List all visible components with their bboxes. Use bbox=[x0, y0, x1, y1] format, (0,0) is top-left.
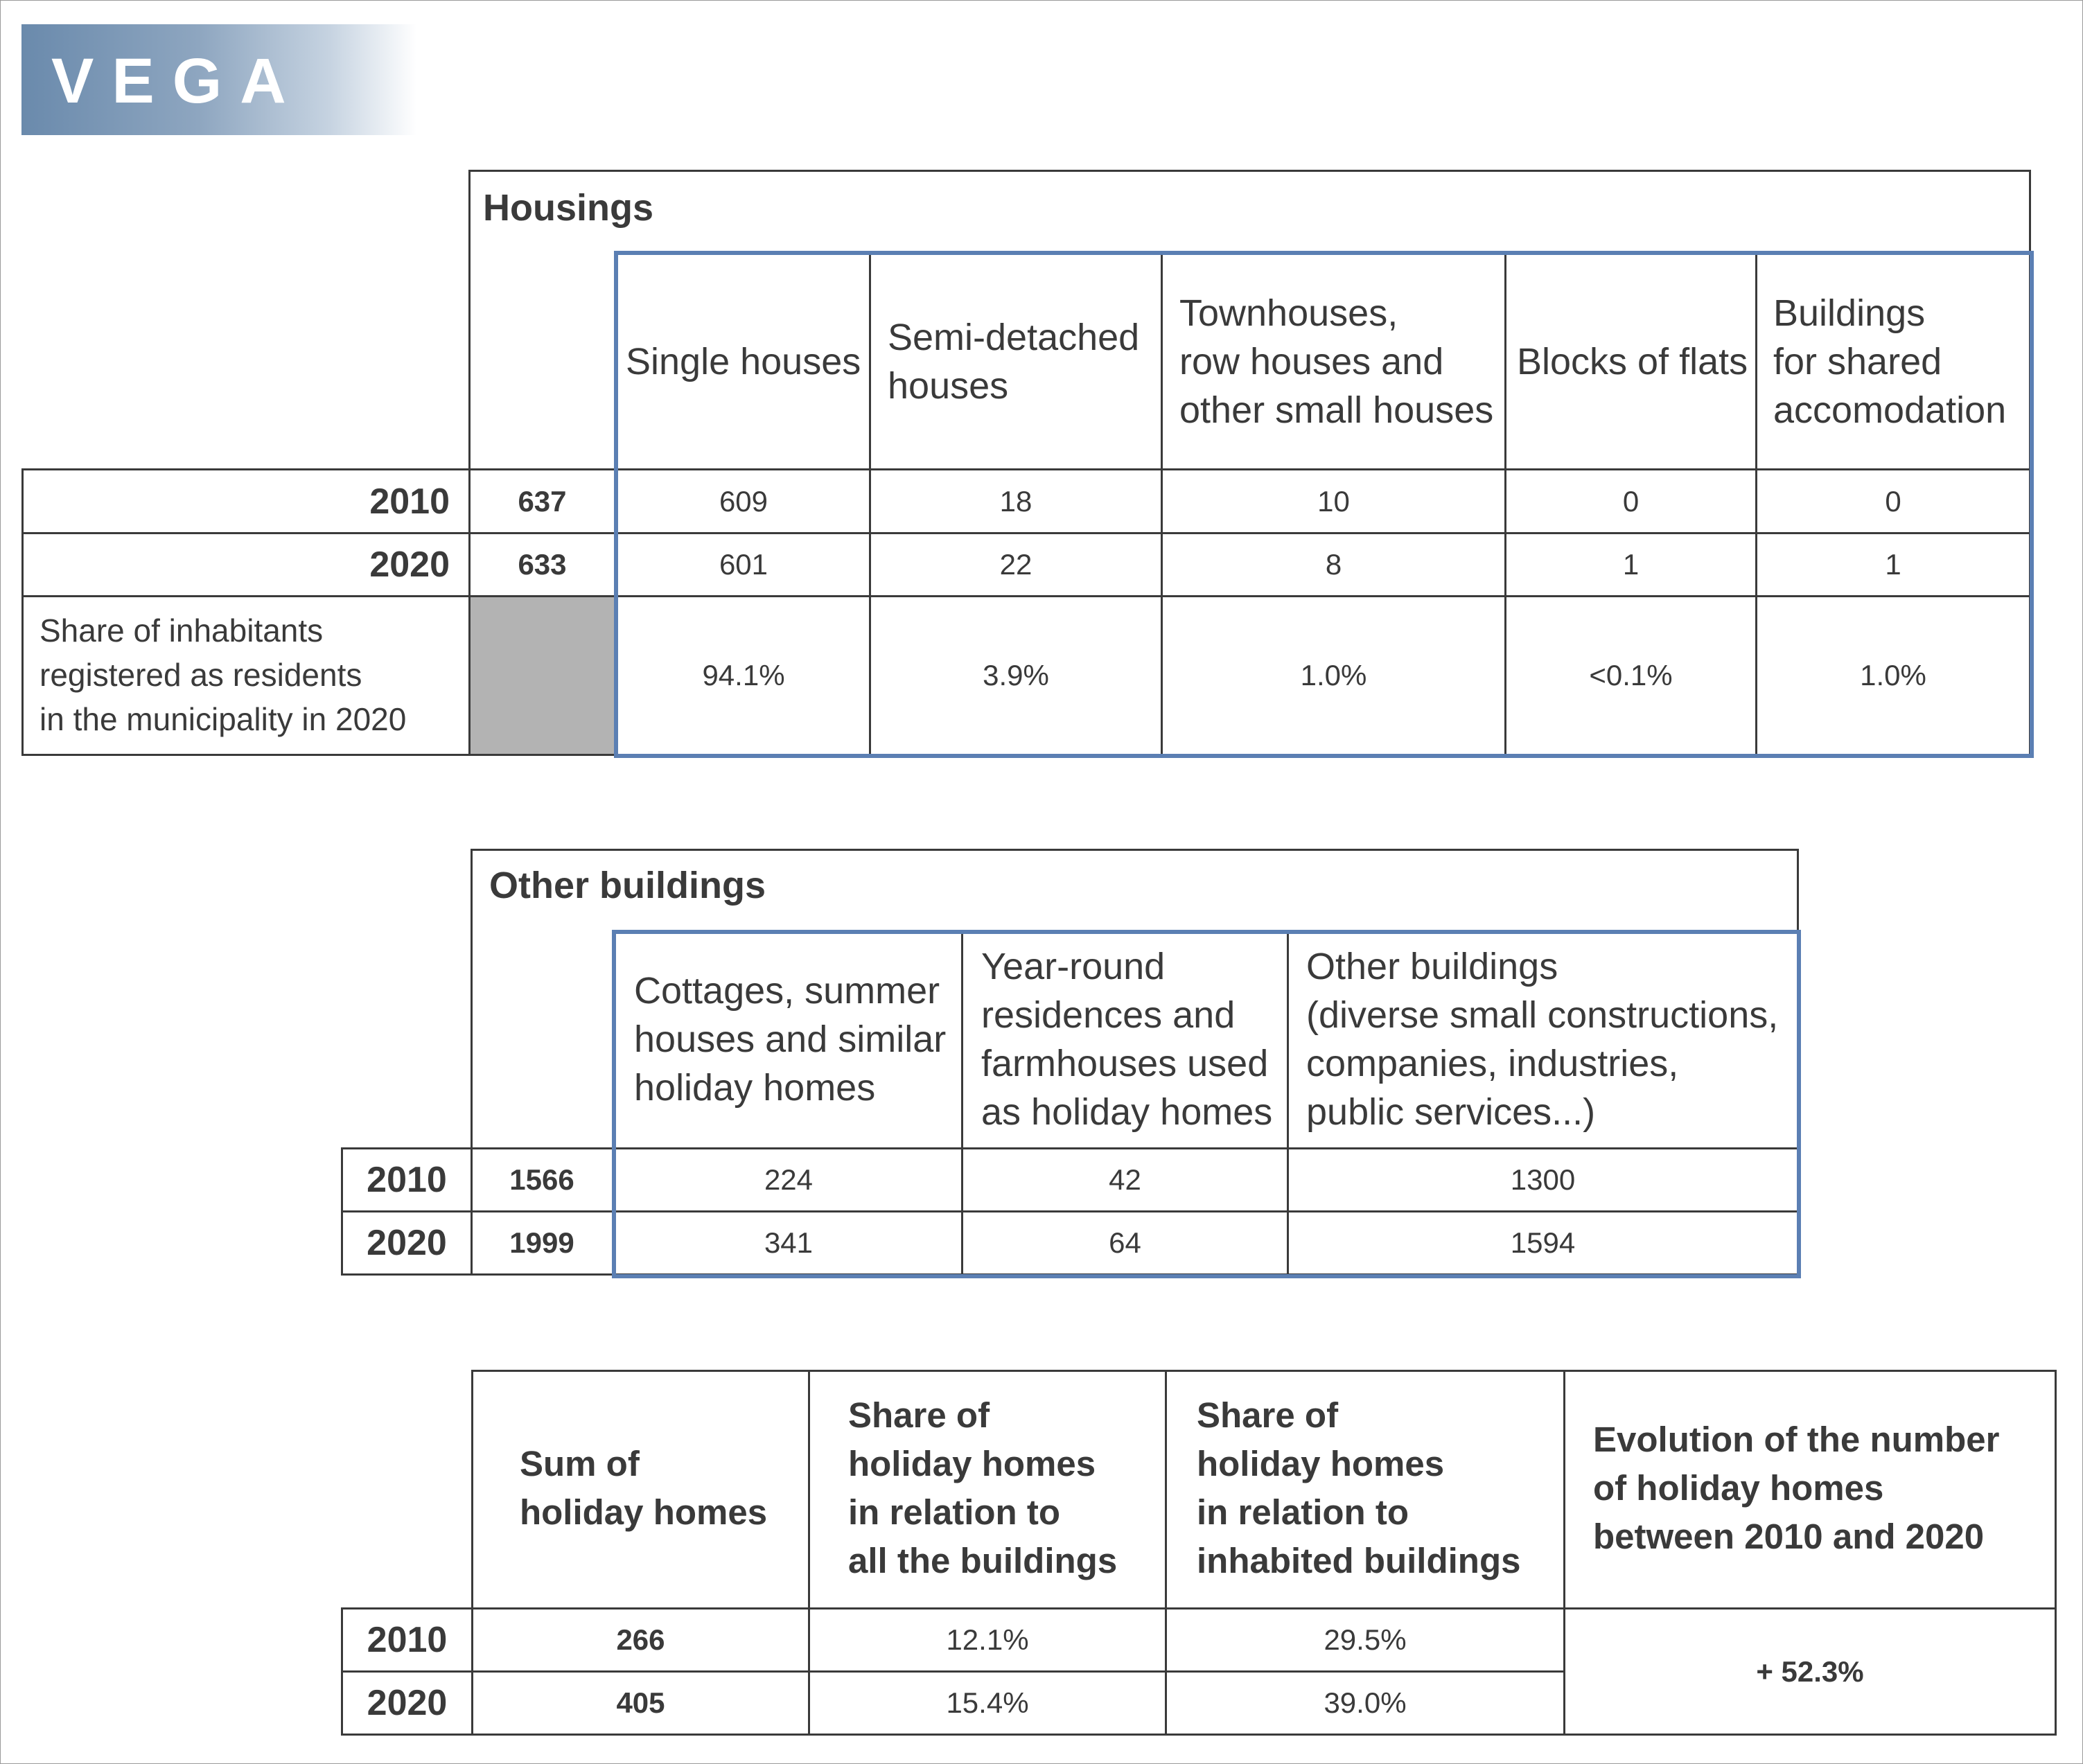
col-blocks-of-flats: Blocks of flats bbox=[1517, 341, 1748, 382]
table-cell: 39.0% bbox=[1324, 1686, 1407, 1719]
table-cell: 1594 bbox=[1510, 1226, 1576, 1259]
col-cottages: Cottages, summer houses and similar holiday homes bbox=[634, 970, 947, 1109]
table-cell: 341 bbox=[764, 1226, 814, 1259]
table-cell: 1300 bbox=[1510, 1163, 1576, 1196]
table-cell: 0 bbox=[1622, 484, 1640, 518]
housings-total-2010: 637 bbox=[518, 484, 567, 518]
table-cell: 1 bbox=[1885, 548, 1901, 581]
col-semi-detached: Semi-detached houses bbox=[888, 317, 1140, 407]
table-cell: 1 bbox=[1622, 548, 1640, 581]
table-cell: 1.0% bbox=[1300, 659, 1367, 691]
table-cell: 3.9% bbox=[983, 659, 1049, 691]
table-cell: 42 bbox=[1109, 1163, 1141, 1196]
other-buildings-title: Other buildings bbox=[489, 865, 766, 906]
table-cell: 64 bbox=[1109, 1226, 1141, 1259]
col-shared-accommodation: Buildings for shared accomodation bbox=[1773, 292, 2007, 431]
holiday-sum-2010: 266 bbox=[616, 1623, 665, 1656]
table-cell: 601 bbox=[719, 548, 768, 581]
other-total-2010: 1566 bbox=[509, 1163, 574, 1196]
logo-text: VEGA bbox=[51, 46, 304, 116]
col-sum-holiday-homes: Sum of holiday homes bbox=[520, 1444, 768, 1532]
table-cell: 224 bbox=[764, 1163, 814, 1196]
table-cell: <0.1% bbox=[1589, 659, 1673, 691]
holiday-sum-2020: 405 bbox=[616, 1686, 665, 1719]
table-cell: 1.0% bbox=[1860, 659, 1926, 691]
housings-total-2020: 633 bbox=[518, 548, 567, 581]
table-cell: 8 bbox=[1325, 548, 1342, 581]
table-cell: 18 bbox=[999, 484, 1032, 518]
table-cell: 15.4% bbox=[946, 1686, 1029, 1719]
table-cell: 12.1% bbox=[946, 1623, 1029, 1656]
col-year-round-residences: Year-round residences and farmhouses used as holiday homes bbox=[981, 946, 1273, 1133]
row-year-2010: 2010 bbox=[369, 481, 450, 522]
table-cell: 0 bbox=[1885, 484, 1901, 518]
table-cell: 10 bbox=[1317, 484, 1350, 518]
row-year-2020: 2020 bbox=[367, 1683, 448, 1723]
row-year-2010: 2010 bbox=[367, 1620, 448, 1660]
col-other-buildings: Other buildings (diverse small constructions, companies, industries, public services...) bbox=[1306, 946, 1779, 1133]
evolution-value: + 52.3% bbox=[1756, 1655, 1864, 1688]
other-total-2020: 1999 bbox=[509, 1226, 574, 1259]
col-share-inhabited-buildings: Share of holiday homes in relation to inhabited buildings bbox=[1197, 1395, 1521, 1580]
table-cell: 22 bbox=[999, 548, 1032, 581]
share-row-label: Share of inhabitants registered as residents in the municipality in 2020 bbox=[39, 612, 407, 737]
table-cell: 29.5% bbox=[1324, 1623, 1407, 1656]
table-cell: 609 bbox=[719, 484, 768, 518]
row-year-2020: 2020 bbox=[367, 1223, 447, 1263]
row-year-2010: 2010 bbox=[367, 1160, 447, 1200]
row-year-2020: 2020 bbox=[369, 545, 450, 585]
col-single-houses: Single houses bbox=[626, 341, 861, 382]
vega-logo bbox=[21, 24, 416, 135]
col-evolution: Evolution of the number of holiday homes between 2010 and 2020 bbox=[1593, 1420, 2000, 1556]
col-share-all-buildings: Share of holiday homes in relation to all the buildings bbox=[848, 1395, 1118, 1580]
empty-total-cell bbox=[471, 597, 615, 754]
table-cell: 94.1% bbox=[702, 659, 785, 691]
housings-title: Housings bbox=[483, 187, 654, 229]
col-townhouses: Townhouses, row houses and other small houses bbox=[1179, 292, 1494, 431]
